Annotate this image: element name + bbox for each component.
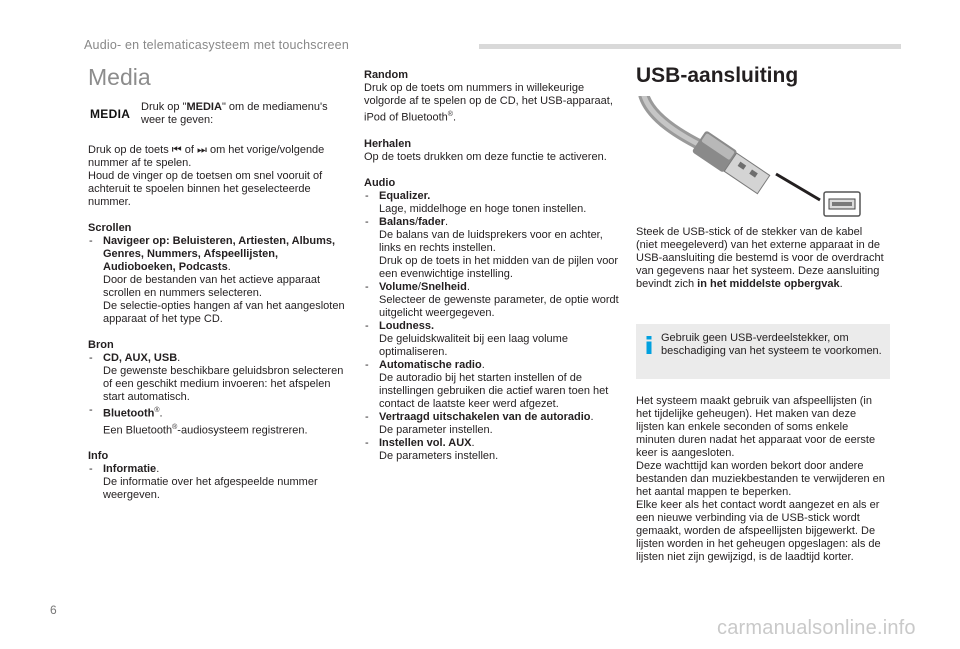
- scroll-item: - Navigeer op: Beluisteren, Artiesten, Albums, Genres, Nummers, Afspeellijsten, Audioboeken, Podcasts. Door de bestanden van het actieve apparaat scrollen en nummers selecteren. De selectie-opties hangen af van het aangesloten apparaat of het type CD.: [89, 235, 345, 325]
- media-section-title: Media: [88, 64, 151, 90]
- settings-column: [364, 69, 624, 463]
- media-intro-text: Druk op "MEDIA" om de mediamenu's weer te geven:: [141, 101, 328, 126]
- info-icon: [645, 336, 653, 354]
- page-number: 6: [50, 603, 57, 617]
- next-track-icon: ⏭: [196, 144, 207, 156]
- info-title: Info: [88, 450, 109, 463]
- source-title: Bron: [88, 339, 114, 351]
- usb-section-title: USB-aansluiting: [636, 64, 799, 87]
- media-button-label: MEDIA: [90, 107, 131, 121]
- audio-item-delayed-off: - Vertraagd uitschakelen van de autoradio. De parameter instellen.: [365, 410, 594, 436]
- media-column: [88, 144, 346, 502]
- tracks-paragraph: Druk op de toets ⏮ of ⏭ om het vorige/volgende nummer af te spelen. Houd de vinger op de toetsen om snel vooruit of achteruit te spoelen binnen het geselecteerde nummer.: [88, 144, 325, 208]
- random-text: Druk op de toets om nummers in willekeurige volgorde af te spelen op de CD, het USB-apparaat, iPod of Bluetooth®.: [364, 82, 613, 124]
- watermark: carmanualsonline.info: [717, 617, 916, 639]
- audio-item-auto-radio: - Automatische radio. De autoradio bij het starten instellen of de instellingen gebruiken die actief waren toen het contact de laatste keer werd afgezet.: [365, 358, 609, 410]
- audio-item-equalizer: - Equalizer. Lage, middelhoge en hoge tonen instellen.: [365, 189, 587, 215]
- header-divider: [479, 44, 901, 49]
- usb-plug-illustration: [636, 96, 876, 218]
- audio-item-loudness: - Loudness. De geluidskwaliteit bij een laag volume optimaliseren.: [365, 319, 568, 358]
- note-text: Gebruik geen USB-verdeelstekker, om beschadiging van het systeem te voorkomen.: [661, 332, 882, 357]
- repeat-title: Herhalen: [364, 137, 412, 150]
- repeat-text: Op de toets drukken om deze functie te activeren.: [364, 150, 607, 163]
- info-item: - Informatie. De informatie over het afgespeelde nummer weergeven.: [89, 463, 318, 502]
- playlist-description: Het systeem maakt gebruik van afspeellijsten (in het tijdelijke geheugen). Het maken van deze lijsten kan enkele seconden of soms enkele minuten duren nadat het apparaat voor de eerste keer is aangesloten. Deze wachttijd kan worden bekort door andere bestanden dan muziekbestanden te verwijderen en het aantal mappen te beperken. Elke keer als het contact wordt aangezet en als er een nieuwe verbinding via de USB-stick wordt gemaakt, worden de afspeellijsten bijgewerkt. De lijsten worden in het geheugen opgeslagen: als de lijsten niet zijn gewijzigd, is de laadtijd korter.: [636, 395, 885, 563]
- usb-description: Steek de USB-stick of de stekker van de kabel (niet meegeleverd) van het externe apparaat in de USB-aansluiting die bestemd is voor de overdracht van gegevens naar het systeem. Deze aansluiting bevindt zich in het middelste opbergvak.: [636, 226, 884, 290]
- scroll-title: Scrollen: [88, 222, 132, 234]
- audio-item-balance: - Balans/fader. De balans van de luidsprekers voor en achter, links en rechts instellen. Druk op de toets in het midden van de pijlen voor een evenwichtige instelling.: [365, 215, 619, 280]
- source-item-cd-aux-usb: - CD, AUX, USB. De gewenste beschikbare geluidsbron selecteren of een geschikt medium invoeren: het afspelen start automatisch.: [89, 352, 344, 403]
- audio-item-aux-volume: - Instellen vol. AUX. De parameters instellen.: [365, 436, 499, 462]
- audio-title: Audio: [364, 176, 396, 189]
- random-title: Random: [364, 69, 408, 81]
- header-title: Audio- en telematicasysteem met touchscreen: [84, 38, 349, 52]
- audio-item-volume: - Volume/Snelheid. Selecteer de gewenste parameter, de optie wordt uitgelicht weergegeven.: [365, 280, 619, 319]
- source-item-bluetooth: - Bluetooth®. Een Bluetooth®-audiosysteem registreren.: [89, 404, 308, 437]
- previous-track-icon: ⏮: [171, 144, 182, 156]
